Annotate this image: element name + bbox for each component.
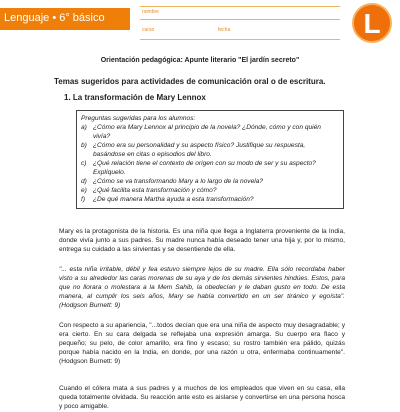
- logo-letter: L: [363, 8, 381, 39]
- questions-box: [76, 110, 344, 209]
- question-item: b) ¿Cómo era su personalidad y su aspecto físico? Justifique su respuesta,: [81, 142, 306, 149]
- body-paragraph: Cuando el cólera mata a sus padres y a muchos de los empleados que viven en su casa, ella queda totalmente olvidada. Su reacción ante esto es aislarse y convertirse en una persona hosca y poco amigable.: [59, 385, 345, 410]
- name-label: nombre: [142, 9, 159, 15]
- orientation-title: Orientación pedagógica: Apunte literario "El jardín secreto": [100, 57, 300, 64]
- question-item: d) ¿Cómo se va transformando Mary a lo largo de la novela?: [81, 178, 264, 185]
- lenguaje-logo-icon: [352, 3, 392, 43]
- form-divider: [140, 19, 340, 20]
- body-paragraph: Con respecto a su apariencia, "...todos decían que era una niña de aspecto muy desagradable; y era cierto. En su cara delgada se reflejaba una expresión amarga. Su cuerpo era flaco y pequeño; su pelo, de color amarillo, era fino y escaso; su rostro también era pálido, quizás porque había nacido en la India, en donde, por una razón u otra, enfermaba continuamente". (Hodgson Burnett: 9): [59, 322, 345, 365]
- question-item: f) ¿De qué manera Martha ayuda a esta transformación?: [81, 196, 254, 203]
- section-heading: 1. La transformación de Mary Lennox: [64, 93, 206, 102]
- topics-heading: Temas sugeridos para actividades de comunicación oral o de escritura.: [54, 77, 326, 86]
- date-label: fecha: [218, 27, 231, 33]
- subject-label: Lenguaje • 6° básico: [4, 12, 105, 24]
- question-item: c) ¿Qué relación tiene el contexto de origen con su modo de ser y su aspecto?: [81, 160, 316, 167]
- student-info-form: [140, 6, 340, 40]
- question-item-continued: vivía?: [93, 133, 111, 140]
- quote-paragraph: "... esta niña irritable, débil y fea estuvo siempre lejos de su madre. Ella sólo recordaba haber visto a su alrededor las caras morenas de su aya y de los demás sirvientes hindúes. Estos, para que no llorara o molestara a la Mem Sahib, la obedecían y le daban gusto en todo. De esta manera, al cumplir los seis años, Mary se había convertido en un ser tiránico y egoísta". (Hodgson Burnett: 9): [59, 266, 345, 309]
- question-item-continued: Explíquelo.: [93, 169, 126, 176]
- question-item: e) ¿Qué facilita esta transformación y cómo?: [81, 187, 217, 194]
- course-label: curso: [142, 27, 155, 33]
- page-header: [0, 0, 400, 44]
- question-item: a) ¿Cómo era Mary Lennox al principio de la novela? ¿Dónde, cómo y con quién: [81, 124, 321, 131]
- body-paragraph: Mary es la protagonista de la historia. Es una niña que llega a Inglaterra proveniente de la India, donde vivía junto a sus padres. Su madre nunca había deseado tener una hija y, por lo mismo, entrega su cuidado a las sirvientas y se desentiende de ella.: [59, 228, 345, 253]
- question-item-continued: basándose en citas o episodios del libro.: [93, 151, 212, 158]
- questions-intro: Preguntas sugeridas para los alumnos:: [81, 115, 196, 122]
